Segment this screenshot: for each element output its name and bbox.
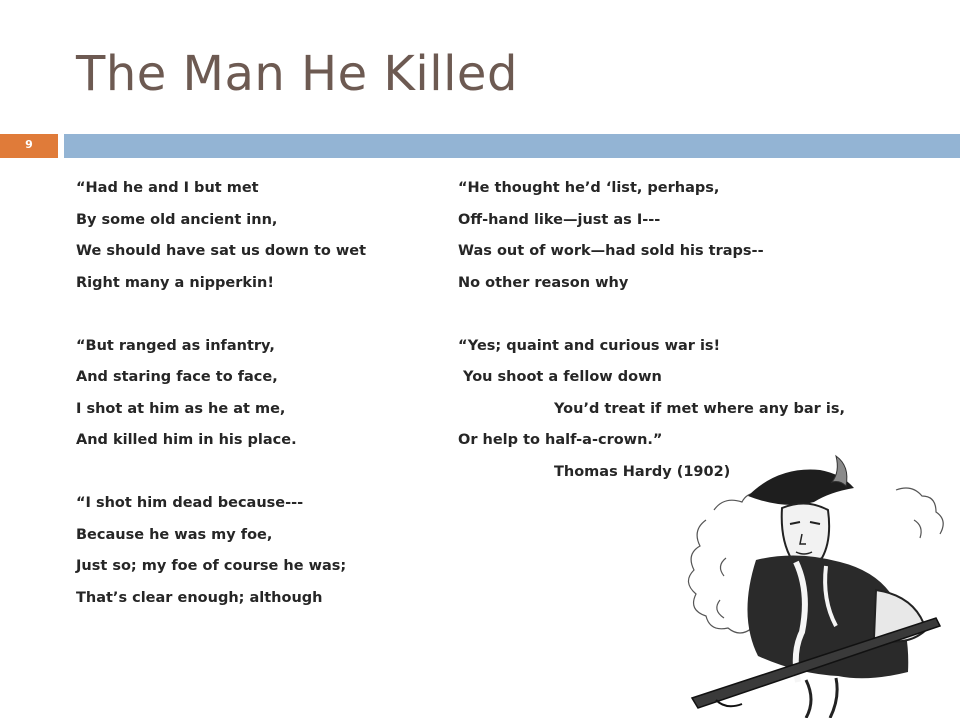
stanza-2: [76, 336, 436, 462]
poem-line: Off-hand like—just as I---: [458, 211, 661, 228]
poem-line: By some old ancient inn,: [76, 211, 278, 228]
poem-line: “But ranged as infantry,: [76, 337, 275, 354]
poem-line: Just so; my foe of course he was;: [76, 558, 347, 574]
poem-line: “He thought he’d ‘list, perhaps,: [458, 180, 720, 196]
minuteman-soldier-illustration: [686, 450, 956, 718]
stanza-4: [458, 178, 838, 304]
poem-line: I shot at him as he at me,: [76, 400, 286, 417]
poem-author: Thomas Hardy (1902): [554, 463, 731, 480]
poem-line: We should have sat us down to wet: [76, 243, 367, 259]
poem-line: No other reason why: [458, 274, 629, 291]
poem-line: Or help to half-a-crown.”: [458, 432, 663, 448]
stanza-5: [458, 336, 845, 462]
slide-title: The Man He Killed: [76, 46, 518, 102]
hat-feather: [832, 456, 847, 486]
poem-line: Because he was my foe,: [76, 526, 273, 543]
poem-line: And killed him in his place.: [76, 432, 297, 448]
poem-line: That’s clear enough; although: [76, 589, 323, 606]
poem-left-column: [76, 178, 436, 619]
slide-number: 9: [25, 138, 33, 151]
header-divider-bar: [64, 134, 960, 158]
poem-line: “Yes; quaint and curious war is!: [458, 337, 721, 354]
poem-line: You’d treat if met where any bar is,: [554, 400, 845, 417]
poem-line: And staring face to face,: [76, 369, 278, 385]
poem-line: “I shot him dead because---: [76, 495, 304, 511]
poem-line: Was out of work—had sold his traps--: [458, 243, 764, 259]
poem-line: Right many a nipperkin!: [76, 274, 274, 291]
poem-line: “Had he and I but met: [76, 180, 259, 196]
slide-number-badge: [0, 134, 58, 158]
stanza-1: [76, 178, 436, 304]
stanza-3: [76, 493, 436, 619]
poem-line: You shoot a fellow down: [458, 369, 662, 385]
poem-right-column: [458, 178, 845, 493]
